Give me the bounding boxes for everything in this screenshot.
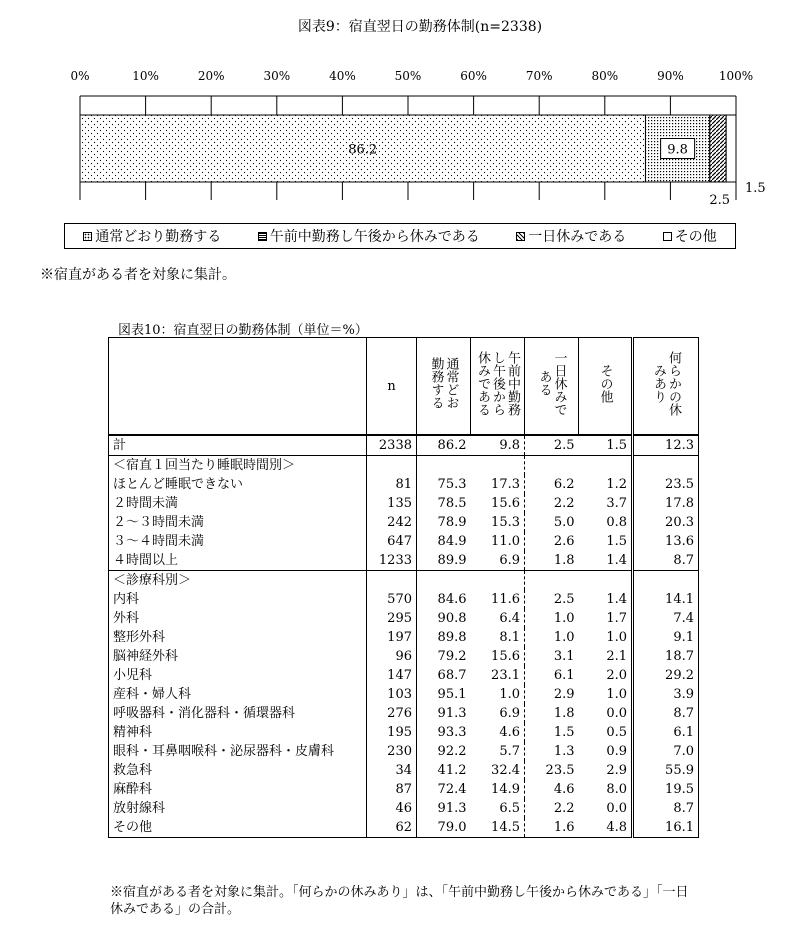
cell-value: 84.6	[437, 592, 467, 607]
table-row	[109, 532, 699, 551]
stacked-bar-chart	[0, 0, 800, 260]
table-row	[109, 780, 699, 799]
tick-label: 10%	[132, 69, 159, 83]
cell-value: 9.8	[471, 435, 525, 456]
cell-value: 2.2	[553, 496, 575, 511]
bar-segment-other	[726, 115, 736, 182]
cell-value	[471, 571, 525, 591]
cell-value: 8.7	[633, 704, 699, 723]
cell-value: 5.7	[471, 742, 525, 761]
legend-label: その他	[674, 229, 717, 245]
table-title: 図表10：宿直翌日の勤務体制（単位＝%）	[118, 323, 368, 338]
cell-value: 230	[367, 742, 417, 761]
cell-value: 6.1	[633, 723, 699, 742]
header-any-off	[633, 338, 699, 436]
cell-value: 2.5	[525, 435, 579, 456]
cell-value: 32.4	[471, 761, 525, 780]
cell-value: 1233	[367, 551, 417, 571]
cell-value: 15.6	[471, 647, 525, 666]
cell-value: 1.5	[579, 435, 633, 456]
table-row	[109, 647, 699, 666]
header-usual-text: 通常どお 勤務する	[428, 357, 459, 409]
table-row	[109, 666, 699, 685]
header-usual	[417, 338, 471, 436]
header-afternoon-off	[471, 338, 525, 436]
cell-value: 0.0	[606, 706, 627, 721]
legend-item-other	[663, 226, 717, 246]
cell-value: 0.5	[606, 725, 627, 740]
row-label: その他	[109, 818, 367, 838]
cell-value: 8.7	[633, 799, 699, 818]
tick-label: 80%	[591, 69, 619, 83]
cell-value: 79.2	[437, 649, 467, 664]
legend-swatch-icon	[663, 232, 672, 241]
cell-value: 4.8	[579, 818, 633, 838]
cell-value: 92.2	[437, 744, 467, 759]
table-row	[109, 628, 699, 647]
cell-value: 4.6	[553, 782, 575, 797]
cell-value: 8.7	[633, 551, 699, 571]
cell-value: 62	[367, 818, 417, 838]
tick-label: 60%	[460, 69, 487, 83]
cell-value: 2.9	[553, 687, 575, 702]
cell-value: 6.1	[553, 668, 575, 683]
cell-value: 103	[367, 685, 417, 704]
cell-value: 17.8	[633, 494, 699, 513]
cell-value: 3.7	[606, 496, 627, 511]
header-any-off-text: 何らかの休 みあり	[651, 350, 681, 416]
cell-value: 13.6	[633, 532, 699, 551]
row-label: ４時間以上	[109, 551, 367, 571]
data-table	[108, 337, 699, 838]
cell-value: 34	[367, 761, 417, 780]
cell-value: 23.1	[471, 666, 525, 685]
legend-label: 通常どおり勤務する	[95, 229, 222, 245]
cell-value: 19.5	[633, 780, 699, 799]
cell-value: 195	[367, 723, 417, 742]
cell-value: 8.1	[471, 628, 525, 647]
cell-value: 647	[367, 532, 417, 551]
cell-value	[579, 456, 633, 476]
cell-value: 2.1	[606, 649, 627, 664]
bar-segment-day-off	[710, 115, 726, 182]
cell-value: 1.3	[553, 744, 575, 759]
table-row	[109, 818, 699, 838]
cell-value: 93.3	[437, 725, 467, 740]
table-row	[109, 551, 699, 571]
cell-value: 242	[367, 513, 417, 532]
cell-value: 1.7	[606, 611, 627, 626]
cell-value	[579, 571, 633, 591]
cell-value: 95.1	[437, 687, 467, 702]
tick-label: 20%	[197, 69, 225, 83]
header-other	[579, 338, 633, 436]
cell-value: 1.0	[606, 630, 627, 645]
cell-value: 1.5	[606, 534, 627, 549]
header-day-off	[525, 338, 579, 436]
table-row	[109, 761, 699, 780]
cell-value: 86.2	[417, 435, 471, 456]
cell-value: 0.0	[606, 801, 627, 816]
cell-value: 276	[367, 704, 417, 723]
cell-value: 14.9	[471, 780, 525, 799]
legend-label: 午前中勤務し午後から休みである	[269, 229, 480, 245]
cell-value: 8.0	[606, 782, 627, 797]
chart-title: 図表9：宿直翌日の勤務体制(n=2338)	[297, 19, 543, 35]
cell-value: 46	[367, 799, 417, 818]
cell-value: 29.2	[633, 666, 699, 685]
cell-value: 15.6	[471, 494, 525, 513]
legend-swatch-icon	[258, 232, 267, 241]
cell-value: 75.3	[437, 477, 467, 492]
cell-value: 6.9	[471, 704, 525, 723]
table-row	[109, 609, 699, 628]
cell-value: 79.0	[417, 818, 471, 838]
row-label: ２～３時間未満	[109, 513, 367, 532]
cell-value: 1.2	[606, 477, 627, 492]
cell-value: 197	[367, 628, 417, 647]
cell-value: 2.6	[553, 534, 575, 549]
cell-value: 84.9	[437, 534, 467, 549]
cell-value: 3.1	[553, 649, 575, 664]
cell-value: 81	[367, 475, 417, 494]
row-label: ２時間未満	[109, 494, 367, 513]
table-note: ※宿直がある者を対象に集計。「何らかの休みあり」は、「午前中勤務し午後から休みである」「一日休みである」の合計。	[110, 885, 689, 917]
table-row	[109, 704, 699, 723]
row-label: ＜診療科別＞	[109, 571, 367, 591]
cell-value: 17.3	[471, 475, 525, 494]
cell-value: 16.1	[633, 818, 699, 838]
cell-value	[471, 456, 525, 476]
header-n: n	[367, 338, 417, 436]
cell-value	[417, 456, 471, 476]
cell-value: 9.1	[633, 628, 699, 647]
tick-label: 70%	[525, 69, 553, 83]
cell-value	[633, 456, 699, 476]
chart-note: ※宿直がある者を対象に集計。	[40, 267, 236, 283]
cell-value: 91.3	[437, 801, 467, 816]
row-label: 眼科・耳鼻咽喉科・泌尿器科・皮膚科	[109, 742, 367, 761]
cell-value	[525, 456, 579, 476]
legend-item-day-off	[516, 226, 626, 246]
cell-value: 5.0	[553, 515, 575, 530]
row-label: 外科	[109, 609, 367, 628]
cell-value: 23.5	[545, 763, 575, 778]
cell-value: 1.0	[606, 687, 627, 702]
row-label: ＜宿直１回当たり睡眠時間別＞	[109, 456, 367, 476]
cell-value: 7.4	[633, 609, 699, 628]
table-group-header	[109, 456, 699, 476]
tick-label: 50%	[394, 69, 422, 83]
cell-value: 14.5	[471, 818, 525, 838]
table-row	[109, 799, 699, 818]
cell-value: 68.7	[437, 668, 467, 683]
cell-value	[633, 571, 699, 591]
cell-value: 0.8	[606, 515, 627, 530]
cell-value: 570	[367, 590, 417, 609]
cell-value: 295	[367, 609, 417, 628]
cell-value: 72.4	[437, 782, 467, 797]
table-row	[109, 723, 699, 742]
cell-value: 55.9	[633, 761, 699, 780]
table-row-total	[109, 435, 699, 456]
cell-value: 11.0	[471, 532, 525, 551]
legend-label: 一日休みである	[528, 229, 627, 245]
data-label-other: 1.5	[745, 181, 766, 196]
cell-value: 1.0	[553, 611, 575, 626]
row-label: 産科・婦人科	[109, 685, 367, 704]
cell-value	[417, 571, 471, 591]
chart-legend	[64, 223, 736, 249]
cell-value: 20.3	[633, 513, 699, 532]
cell-value: 1.0	[471, 685, 525, 704]
cell-value: 91.3	[437, 706, 467, 721]
header-afternoon-off-text: 午前中勤務 し午後から 休みである	[475, 350, 520, 416]
row-label: 小児科	[109, 666, 367, 685]
table-group-header	[109, 571, 699, 591]
table-row	[109, 475, 699, 494]
legend-item-afternoon-off	[258, 226, 480, 246]
table-row	[109, 685, 699, 704]
cell-value: 1.8	[553, 706, 575, 721]
cell-value: 2.5	[553, 592, 575, 607]
cell-value	[525, 571, 579, 591]
cell-value: 78.5	[437, 496, 467, 511]
tick-label: 0%	[70, 69, 90, 83]
cell-value: 23.5	[633, 475, 699, 494]
data-label-usual: 86.2	[348, 142, 378, 158]
cell-value: 90.8	[437, 611, 467, 626]
cell-value	[367, 456, 417, 476]
legend-swatch-icon	[516, 232, 525, 241]
header-blank	[109, 338, 367, 436]
cell-value: 2338	[367, 435, 417, 456]
cell-value: 15.3	[471, 513, 525, 532]
row-label: 放射線科	[109, 799, 367, 818]
cell-value: 0.9	[606, 744, 627, 759]
row-label: ほとんど睡眠できない	[109, 475, 367, 494]
cell-value: 96	[367, 647, 417, 666]
cell-value: 89.8	[437, 630, 467, 645]
cell-value: 7.0	[633, 742, 699, 761]
tick-label: 100%	[718, 69, 754, 83]
cell-value: 41.2	[437, 763, 467, 778]
cell-value: 78.9	[437, 515, 467, 530]
legend-item-usual	[83, 226, 221, 246]
tick-label: 30%	[263, 69, 291, 83]
cell-value	[367, 571, 417, 591]
table-row	[109, 513, 699, 532]
cell-value: 89.9	[417, 551, 471, 571]
cell-value: 1.8	[525, 551, 579, 571]
table-row	[109, 742, 699, 761]
cell-value: 3.9	[633, 685, 699, 704]
header-day-off-text: 一日休みで ある	[536, 350, 567, 416]
header-other-text: その他	[597, 363, 613, 403]
row-label: 精神科	[109, 723, 367, 742]
table-row	[109, 494, 699, 513]
data-label-afternoon-off: 9.8	[667, 142, 688, 158]
table-header-row	[109, 338, 699, 436]
cell-value: 6.9	[471, 551, 525, 571]
cell-value: 11.6	[471, 590, 525, 609]
row-label: ３～４時間未満	[109, 532, 367, 551]
row-label: 整形外科	[109, 628, 367, 647]
cell-value: 1.6	[525, 818, 579, 838]
cell-value: 12.3	[633, 435, 699, 456]
row-label: 計	[109, 435, 367, 456]
cell-value: 2.9	[606, 763, 627, 778]
legend-swatch-icon	[83, 232, 92, 241]
cell-value: 1.5	[553, 725, 575, 740]
cell-value: 4.6	[471, 723, 525, 742]
row-label: 脳神経外科	[109, 647, 367, 666]
row-label: 麻酔科	[109, 780, 367, 799]
cell-value: 1.0	[553, 630, 575, 645]
cell-value: 87	[367, 780, 417, 799]
row-label: 内科	[109, 590, 367, 609]
tick-label: 90%	[657, 69, 684, 83]
cell-value: 1.4	[579, 551, 633, 571]
cell-value: 135	[367, 494, 417, 513]
cell-value: 18.7	[633, 647, 699, 666]
tick-label: 40%	[329, 69, 356, 83]
cell-value: 2.0	[606, 668, 627, 683]
cell-value: 147	[367, 666, 417, 685]
cell-value: 6.2	[553, 477, 575, 492]
cell-value: 14.1	[633, 590, 699, 609]
bars	[80, 115, 736, 182]
table-row	[109, 590, 699, 609]
cell-value: 1.4	[606, 592, 627, 607]
row-label: 呼吸器科・消化器科・循環器科	[109, 704, 367, 723]
row-label: 救急科	[109, 761, 367, 780]
data-label-day-off: 2.5	[709, 193, 730, 208]
cell-value: 6.4	[471, 609, 525, 628]
cell-value: 6.5	[471, 799, 525, 818]
cell-value: 2.2	[553, 801, 575, 816]
